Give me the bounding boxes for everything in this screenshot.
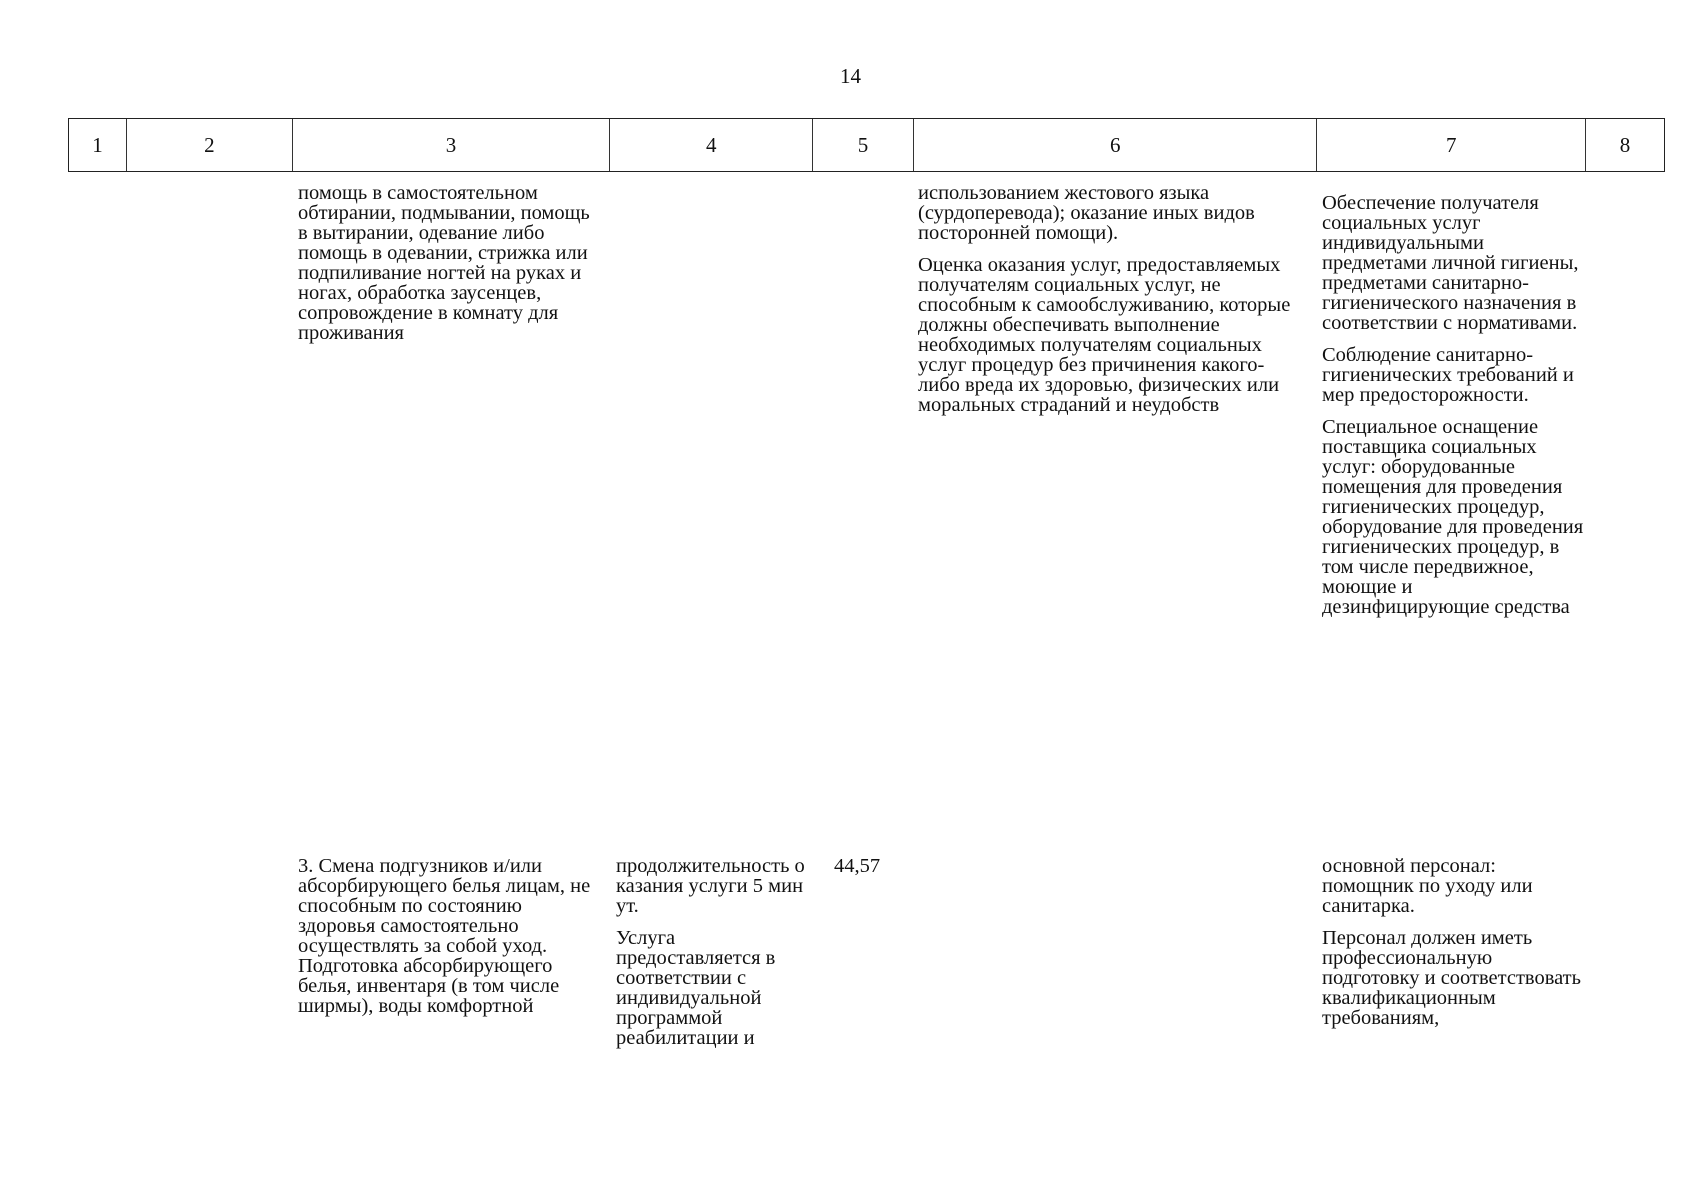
column-header-7: 7: [1317, 119, 1586, 171]
row-a-col7-cell: [1322, 193, 1584, 617]
row-b-col5-cell: [834, 856, 914, 876]
row-a-col6-cell: [918, 183, 1303, 415]
row-a-col6-text-1: использованием жестового языка (сурдоперевода); оказание иных видов посторонней помощи).: [918, 182, 1255, 244]
column-header-6: 6: [914, 119, 1318, 171]
column-header-3: 3: [293, 119, 611, 171]
column-header-8: 8: [1619, 132, 1631, 157]
row-a-col7-text-1: Обеспечение получателя социальных услуг индивидуальными предметами личной гигиены, предметами санитарно-гигиенического назначения в соответствии с нормативами.: [1322, 192, 1579, 334]
column-header-2: 2: [127, 119, 293, 171]
row-b-col7-text-1: основной персонал: помощник по уходу или санитарка.: [1322, 855, 1533, 917]
row-b-col7-cell: [1322, 856, 1584, 1028]
column-header-5: 5: [813, 119, 914, 171]
row-b-col4-text-1: продолжительность оказания услуги 5 минут.: [616, 855, 805, 917]
row-b-col7-text-2: Персонал должен иметь профессиональную подготовку и соответствовать квалификационным требованиям,: [1322, 927, 1581, 1029]
row-a-col7-text-2: Соблюдение санитарно-гигиенических требований и мер предосторожности.: [1322, 344, 1574, 406]
page-number: 14: [840, 64, 861, 88]
row-a-col3-cell: [298, 183, 602, 343]
column-header-1: 1: [69, 119, 127, 171]
row-b-col4-cell: [616, 856, 806, 1048]
row-a-col3-text: помощь в самостоятельном обтирании, подмывании, помощь в вытирании, одевание либо помощь в одевании, стрижка или подпиливание ногтей на руках и ногах, обработка заусенцев, сопровождение в комнату для проживания: [298, 182, 590, 344]
row-a-col7-text-3: Специальное оснащение поставщика социальных услуг: оборудованные помещения для проведения гигиенических процедур, оборудование для проведения гигиенических процедур, в том числе передвижное, моющие и дезинфицирующие средства: [1322, 416, 1584, 618]
table-header-row: [68, 118, 1665, 172]
row-b-col5-text: 44,57: [834, 855, 881, 877]
row-b-col3-cell: [298, 856, 602, 1016]
row-b-col4-text-2: Услуга предоставляется в соответствии с индивидуальной программой реабилитации и: [616, 927, 776, 1049]
column-header-4: 4: [610, 119, 813, 171]
row-a-col6-text-2: Оценка оказания услуг, предоставляемых получателям социальных услуг, не способным к самообслуживанию, которые должны обеспечивать выполнение необходимых получателям социальных услуг процедур без причинения какого-либо вреда их здоровью, физических или моральных страданий и неудобств: [918, 254, 1291, 416]
row-b-col3-text: 3. Смена подгузников и/или абсорбирующего белья лицам, не способным по состоянию здоровья самостоятельно осуществлять за собой уход. Подготовка абсорбирующего белья, инвентаря (в том числе ширмы), воды комфортной: [298, 855, 591, 1017]
